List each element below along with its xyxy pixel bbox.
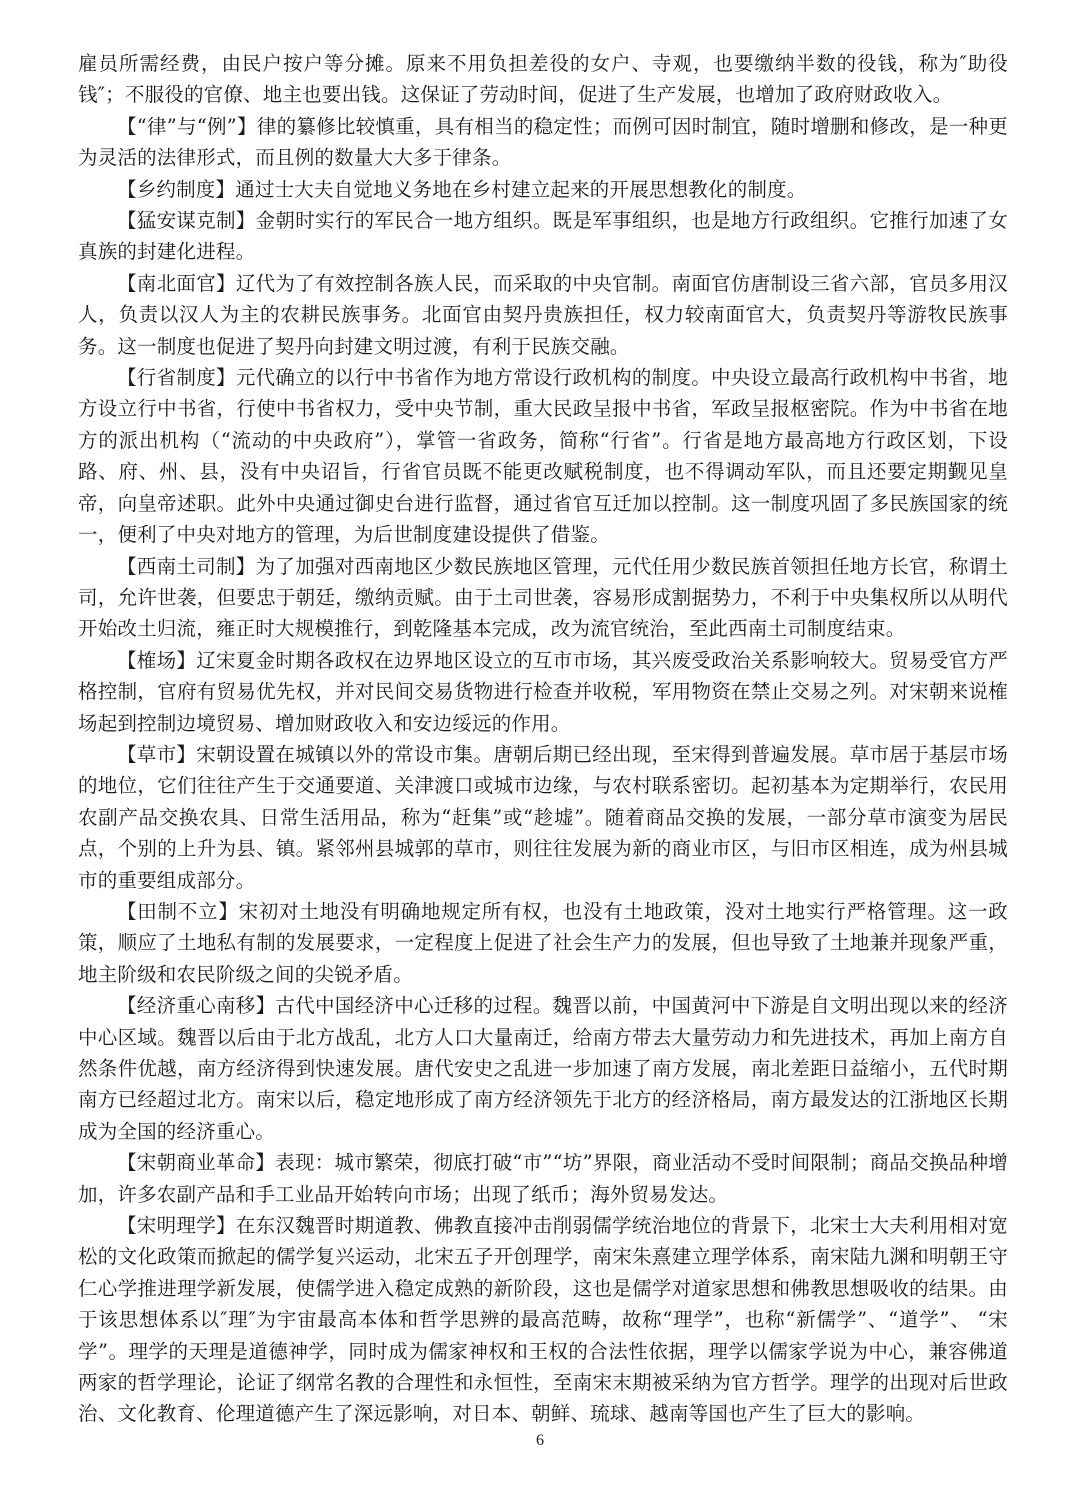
paragraph-text: 辽代为了有效控制各族人民，而采取的中央官制。南面官仿唐制设三省六部，官员多用汉人，负责以汉人为主的农耕民族事务。北面官由契丹贵族担任，权力较南面官大，负责契丹等游牧民族事务。这一制度也促进了契丹向封建文明过渡，有利于民族交融。 xyxy=(78,271,1008,358)
paragraph-quechang xyxy=(78,645,1008,739)
paragraph-xiangyue xyxy=(78,174,1008,205)
paragraph-text: 通过士大夫自觉地义务地在乡村建立起来的开展思想教化的制度。 xyxy=(235,177,807,201)
paragraph-text: 金朝时实行的军民合一地方组织。既是军事组织，也是地方行政组织。它推行加速了女真族的封建化进程。 xyxy=(78,209,1008,264)
paragraph-term: 【草市】 xyxy=(117,742,197,766)
document-body xyxy=(78,48,1008,1430)
paragraph-term: 【“律”与“例”】 xyxy=(117,114,257,138)
paragraph-tusi xyxy=(78,551,1008,645)
paragraph-term: 【宋朝商业革命】 xyxy=(117,1151,276,1175)
paragraph-jingji-zhongxin xyxy=(78,990,1008,1147)
paragraph-term: 【宋明理学】 xyxy=(117,1214,236,1238)
paragraph-term: 【西南土司制】 xyxy=(117,554,256,578)
paragraph-text: 宋初对土地没有明确地规定所有权，也没有土地政策，没对土地实行严格管理。这一政策，顺应了土地私有制的发展要求，一定程度上促进了社会生产力的发展，但也导致了土地兼并现象严重，地主阶级和农民阶级之间的尖锐矛盾。 xyxy=(78,899,1008,986)
paragraph-term: 【田制不立】 xyxy=(117,899,239,923)
paragraph-shangye-geming xyxy=(78,1147,1008,1210)
paragraph-text: 宋朝设置在城镇以外的常设市集。唐朝后期已经出现，至宋得到普遍发展。草市居于基层市场的地位，它们往往产生于交通要道、关津渡口或城市边缘，与农村联系密切。起初基本为定期举行，农民用农副产品交换农具、日常生活用品，称为“赶集”或“趁墟”。随着商品交换的发展，一部分草市演变为居民点，个别的上升为县、镇。紧邻州县城郭的草市，则往往发展为新的商业市区，与旧市区相连，成为州县城市的重要组成部分。 xyxy=(78,742,1008,892)
paragraph-tianzhi xyxy=(78,896,1008,990)
paragraph-lv-li xyxy=(78,111,1008,174)
paragraph-mengan-mouke xyxy=(78,205,1008,268)
paragraph-text: 元代确立的以行中书省作为地方常设行政机构的制度。中央设立最高行政机构中书省，地方设立行中书省，行使中书省权力，受中央节制，重大民政呈报中书省，军政呈报枢密院。作为中书省在地方的派出机构（“流动的中央政府”），掌管一省政务，简称“行省”。行省是地方最高地方行政区划，下设路、府、州、县，没有中央诏旨，行省官员既不能更改赋税制度，也不得调动军队，而且还要定期觐见皇帝，向皇帝述职。此外中央通过御史台进行监督，通过省官互迁加以控制。这一制度巩固了多民族国家的统一，便利了中央对地方的管理，为后世制度建设提供了借鉴。 xyxy=(78,366,1008,547)
paragraph-term: 【乡约制度】 xyxy=(117,177,236,201)
paragraph-continuation xyxy=(78,48,1008,111)
paragraph-text: 律的纂修比较慎重，具有相当的稳定性；而例可因时制宜，随时增删和修改，是一种更为灵活的法律形式，而且例的数量大大多于律条。 xyxy=(78,114,1008,170)
paragraph-term: 【猛安谋克制】 xyxy=(117,209,256,233)
paragraph-term: 【南北面官】 xyxy=(117,271,236,295)
paragraph-text: 雇员所需经费，由民户按户等分摊。原来不用负担差役的女户、寺观，也要缴纳半数的役钱，称为″助役钱″；不服役的官僚、地主也要出钱。这保证了劳动时间，促进了生产发展，也增加了政府财政收入。 xyxy=(78,52,1008,107)
paragraph-lixue xyxy=(78,1210,1008,1430)
paragraph-text: 在东汉魏晋时期道教、佛教直接冲击削弱儒学统治地位的背景下，北宋士大夫利用相对宽松的文化政策而掀起的儒学复兴运动，北宋五子开创理学，南宋朱熹建立理学体系，南宋陆九渊和明朝王守仁心学推进理学新发展，使儒学进入稳定成熟的新阶段，这也是儒学对道家思想和佛教思想吸收的结果。由于该思想体系以″理″为宇宙最高本体和哲学思辨的最高范畴，故称“理学”，也称“新儒学”、“道学”、 “宋学”。理学的天理是道德神学，同时成为儒家神权和王权的合法性依据，理学以儒家学说为中心，兼容佛道两家的哲学理论，论证了纲常名教的合理性和永恒性，至南宋末期被采纳为官方哲学。理学的出现对后世政治、文化教育、伦理道德产生了深远影响，对日本、朝鲜、琉球、越南等国也产生了巨大的影响。 xyxy=(78,1214,1008,1426)
paragraph-text: 古代中国经济中心迁移的过程。魏晋以前，中国黄河中下游是自文明出现以来的经济中心区域。魏晋以后由于北方战乱，北方人口大量南迁，给南方带去大量劳动力和先进技术，再加上南方自然条件优越，南方经济得到快速发展。唐代安史之乱进一步加速了南方发展，南北差距日益缩小，五代时期南方已经超过北方。南宋以后，稳定地形成了南方经济领先于北方的经济格局，南方最发达的江浙地区长期成为全国的经济重心。 xyxy=(78,994,1008,1143)
paragraph-nanbei-mianguan xyxy=(78,268,1008,362)
paragraph-text: 表现：城市繁荣，彻底打破“市”“坊”界限，商业活动不受时间限制；商品交换品种增加，许多农副产品和手工业品开始转向市场；出现了纸币；海外贸易发达。 xyxy=(78,1151,1008,1206)
page-number: 6 xyxy=(536,1432,544,1449)
paragraph-text: 为了加强对西南地区少数民族地区管理，元代任用少数民族首领担任地方长官，称谓土司，允许世袭，但要忠于朝廷，缴纳贡赋。由于土司世袭，容易形成割据势力，不利于中央集权所以从明代开始改土归流，雍正时大规模推行，到乾隆基本完成，改为流官统治，至此西南土司制度结束。 xyxy=(78,554,1008,641)
paragraph-caoshi xyxy=(78,739,1008,896)
paragraph-term: 【行省制度】 xyxy=(117,366,236,390)
paragraph-xingsheng xyxy=(78,362,1008,550)
paragraph-term: 【榷场】 xyxy=(117,648,197,672)
paragraph-term: 【经济重心南移】 xyxy=(117,994,276,1018)
paragraph-text: 辽宋夏金时期各政权在边界地区设立的互市市场，其兴废受政治关系影响较大。贸易受官方严格控制，官府有贸易优先权，并对民间交易货物进行检查并收税，军用物资在禁止交易之列。对宋朝来说榷场起到控制边境贸易、增加财政收入和安边绥远的作用。 xyxy=(78,648,1008,735)
